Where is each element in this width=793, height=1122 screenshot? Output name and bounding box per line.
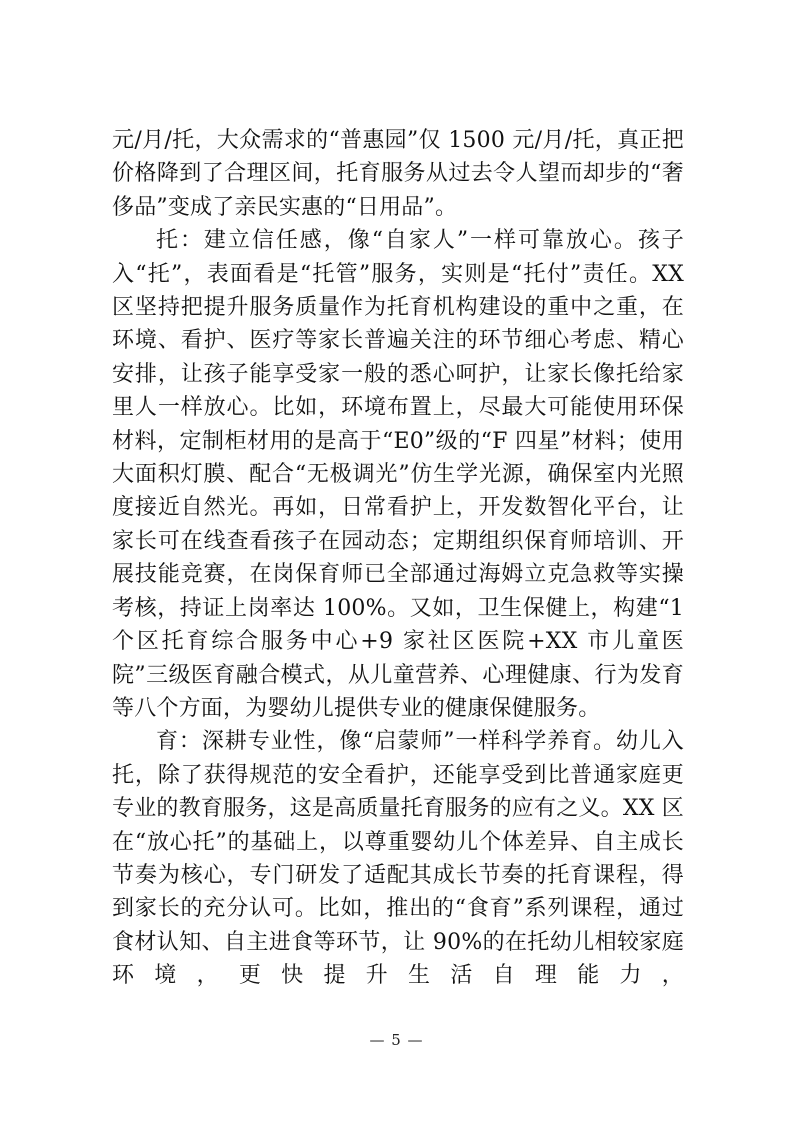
paragraph-continuation: 元/月/托，大众需求的“普惠园”仅 1500 元/月/托，真正把价格降到了合理区间，托育服务从过去令人望而却步的“奢侈品”变成了亲民实惠的“日用品”。: [112, 128, 684, 220]
paragraph-yu: 育：深耕专业性，像“启蒙师”一样科学养育。幼儿入托，除了获得规范的安全看护，还能享受到比普通家庭更专业的教育服务，这是高质量托育服务的应有之义。XX 区在“放心托”的基础上，以尊重婴幼儿个体差异、自主成长节奏为核心，专门研发了适配其成长节奏的托育课程，得到家长的充分认可。比如，推出的“食育”系列课程，通过食材认知、自主进食等环节，让 90%的在托幼儿相较家庭环境，更快提升生活自理能力，: [112, 729, 684, 989]
page-number: — 5 —: [369, 1031, 424, 1049]
document-body: [112, 124, 684, 993]
paragraph-tuo: 托：建立信任感，像“自家人”一样可靠放心。孩子入“托”，表面看是“托管”服务，实则是“托付”责任。XX 区坚持把提升服务质量作为托育机构建设的重中之重，在环境、看护、医疗等家长普遍关注的环节细心考虑、精心安排，让孩子能享受家一般的悉心呵护，让家长像托给家里人一样放心。比如，环境布置上，尽最大可能使用环保材料，定制柜材用的是高于“E0”级的“F 四星”材料；使用大面积灯膜、配合“无极调光”仿生学光源，确保室内光照度接近自然光。再如，日常看护上，开发数智化平台，让家长可在线查看孩子在园动态；定期组织保育师培训、开展技能竞赛，在岗保育师已全部通过海姆立克急救等实操考核，持证上岗率达 100%。又如，卫生保健上，构建“1 个区托育综合服务中心+9 家社区医院+XX 市儿童医院”三级医育融合模式，从儿童营养、心理健康、行为发育等八个方面，为婴幼儿提供专业的健康保健服务。: [112, 228, 684, 721]
